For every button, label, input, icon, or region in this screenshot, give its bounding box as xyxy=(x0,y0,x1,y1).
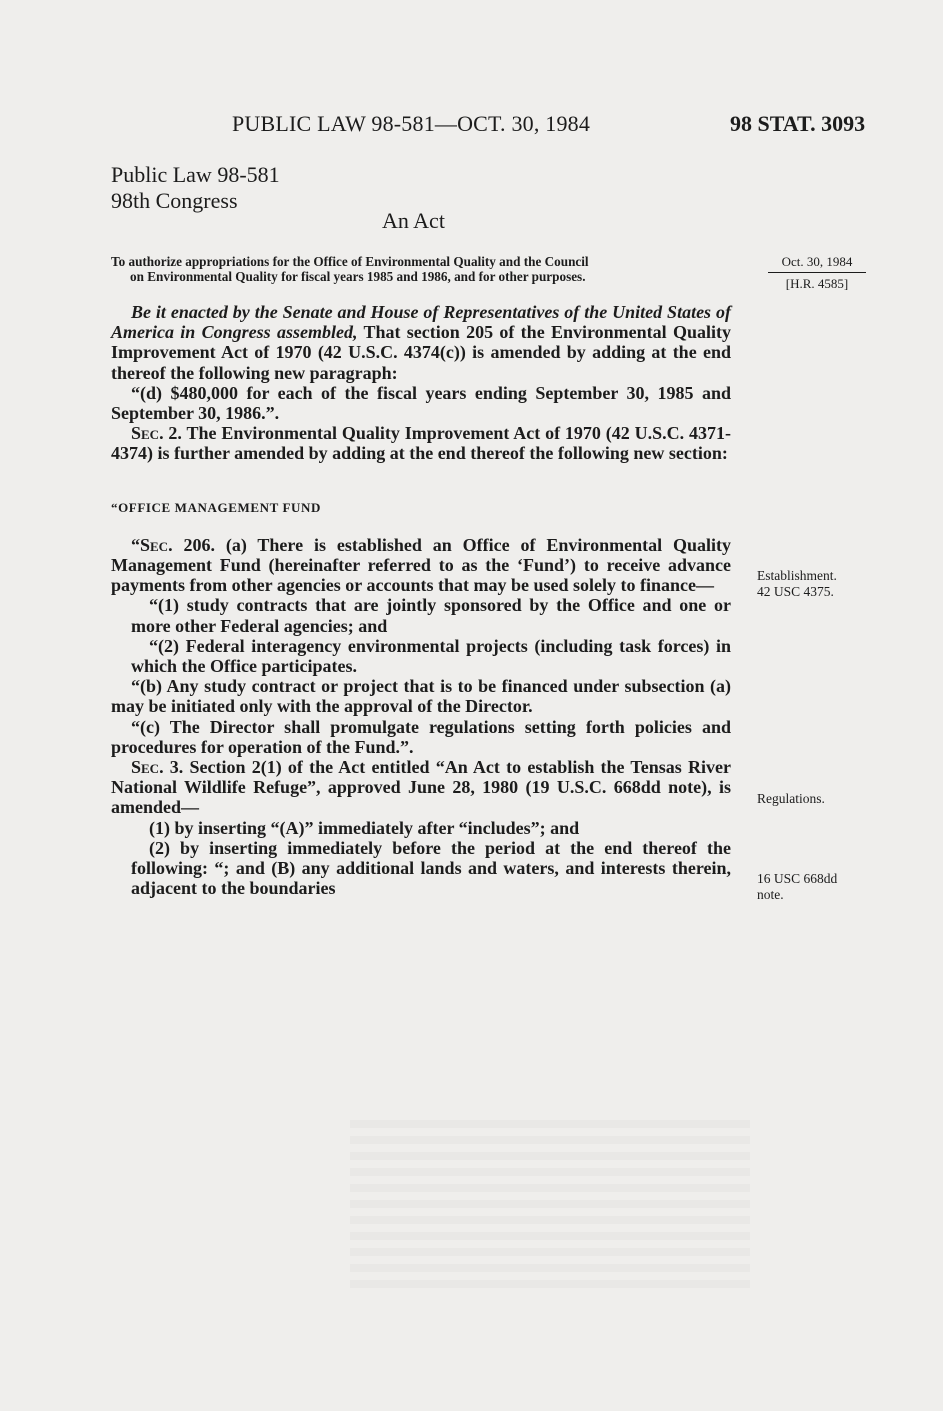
margin-note-label: note. xyxy=(757,887,784,902)
approval-date: Oct. 30, 1984 xyxy=(781,254,853,269)
section-3-label: Sec. 3. xyxy=(131,757,184,778)
public-law-number: Public Law 98-581 xyxy=(111,162,280,187)
margin-note-regulations: Regulations. xyxy=(757,791,825,806)
act-title: An Act xyxy=(382,208,445,233)
section-206-label: Sec. 206. xyxy=(140,534,215,555)
bill-number: [H.R. 4585] xyxy=(785,276,849,291)
enacting-clause xyxy=(111,302,731,383)
open-quote: “ xyxy=(131,534,140,555)
amendment-1: (1) by inserting “(A)” immediately after “includes”; and xyxy=(149,817,580,838)
item-1: “(1) study contracts that are jointly sponsored by the Office and one or more other Federal agencies; and xyxy=(131,595,731,636)
statute-page-number: 98 STAT. 3093 xyxy=(730,111,866,136)
congress-number: 98th Congress xyxy=(111,188,238,213)
enacting-formula: Be it enacted by the Senate and House of Representatives of the United States of America in Congress assembled, xyxy=(111,302,731,343)
paragraph-b: “(b) Any study contract or project that is to be financed under subsection (a) may be initiated only with the approval of the Director. xyxy=(111,676,731,717)
purpose-line-1: To authorize appropriations for the Office of Environmental Quality and the Council xyxy=(111,254,589,269)
section-3-text: Section 2(1) of the Act entitled “An Act to establish the Tensas River National Wildlife Refuge”, approved June 28, 1980 (19 U.S.C. 668dd note), is amended— xyxy=(111,757,731,818)
section-206-a xyxy=(111,535,731,596)
section-3 xyxy=(111,757,731,818)
section-1-text: That section 205 of the Environmental Quality Improvement Act of 1970 (42 U.S.C. 4374(c)) is amended by adding at the end thereof the following new paragraph: xyxy=(111,322,731,383)
section-heading: “OFFICE MANAGEMENT FUND xyxy=(111,499,321,515)
paragraph-d: “(d) $480,000 for each of the fiscal years ending September 30, 1985 and September 30, 1986.”. xyxy=(111,382,731,424)
section-2 xyxy=(111,423,731,463)
margin-establishment: Establishment. xyxy=(757,568,837,583)
item-2: “(2) Federal interagency environmental projects (including task forces) in which the Office participates. xyxy=(131,635,731,677)
section-2-label: Sec. 2. xyxy=(131,423,182,444)
margin-usc-668dd: 16 USC 668dd xyxy=(757,871,838,886)
amendment-2: (2) by inserting immediately before the period at the end thereof the following: “; and (B) any additional lands and waters, and interests therein, adjacent to the boundaries xyxy=(131,837,731,899)
margin-note-establishment xyxy=(757,568,837,600)
act-body xyxy=(111,302,731,898)
margin-usc-4375: 42 USC 4375. xyxy=(757,584,834,599)
margin-date-block xyxy=(768,253,866,293)
purpose-statement xyxy=(111,254,736,284)
margin-divider xyxy=(768,272,866,273)
section-2-text: The Environmental Quality Improvement Act of 1970 (42 U.S.C. 4371-4374) is further amended by adding at the end thereof the following new section: xyxy=(111,423,731,464)
margin-note-usc-668dd xyxy=(757,871,837,903)
purpose-line-2: on Environmental Quality for fiscal years 1985 and 1986, and for other purposes. xyxy=(130,269,586,284)
running-header-title: PUBLIC LAW 98-581—OCT. 30, 1984 xyxy=(232,111,591,136)
bleed-through-area xyxy=(350,1120,750,1290)
paragraph-c: “(c) The Director shall promulgate regulations setting forth policies and procedures for operation of the Fund.”. xyxy=(111,716,731,757)
section-206-a-text: (a) There is established an Office of Environmental Quality Management Fund (hereinafter referred to as the ‘Fund’) to receive advance payments from other agencies or accounts that may be used solely to finance— xyxy=(111,534,731,596)
law-identification xyxy=(111,162,280,214)
